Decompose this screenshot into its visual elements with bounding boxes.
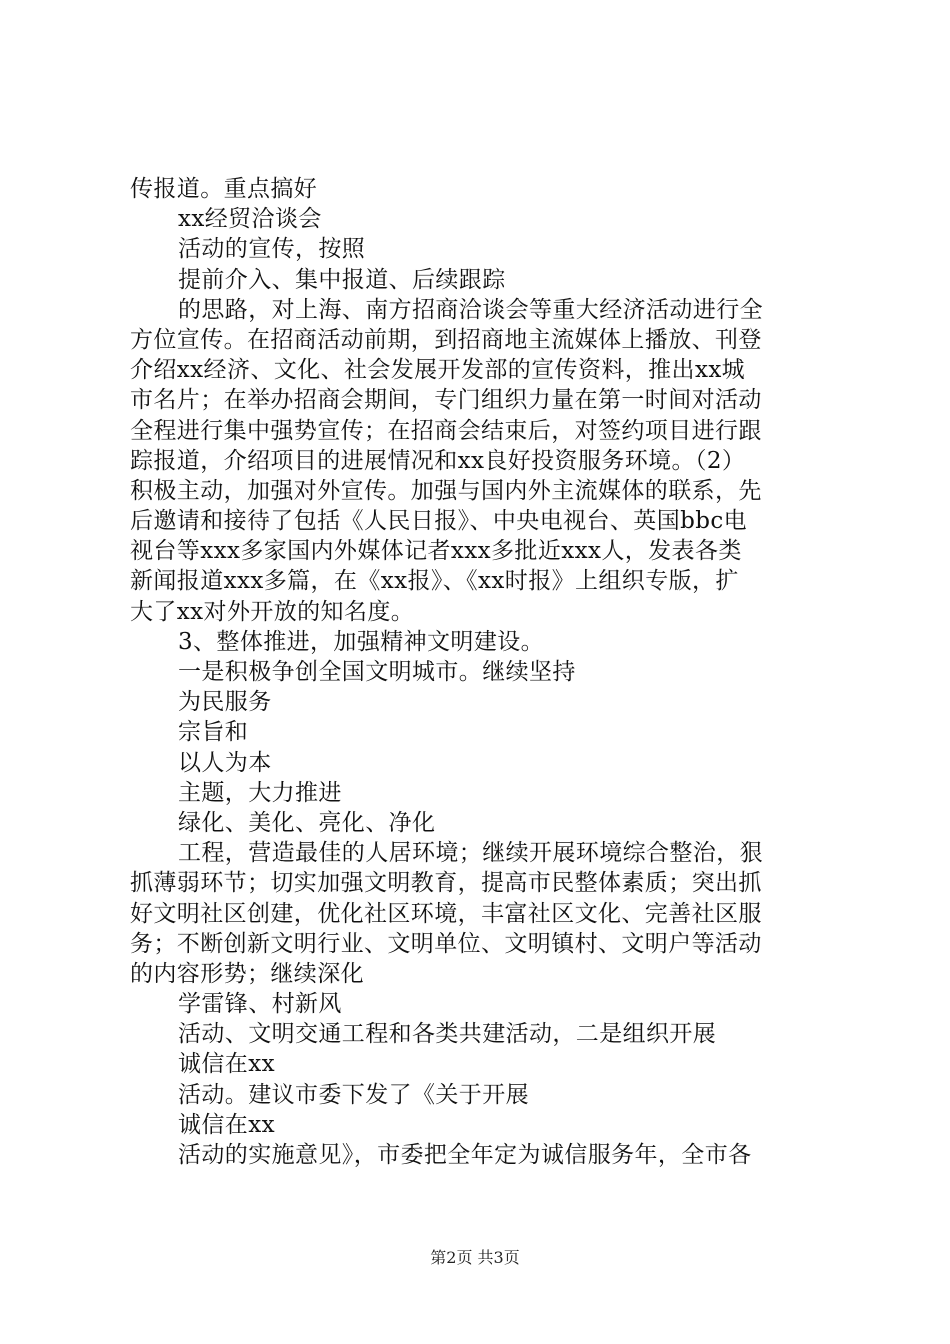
text-line: 学雷锋、村新风 (178, 991, 342, 1018)
text-line: 活动的实施意见》，市委把全年定为诚信服务年，全市各 (178, 1142, 752, 1168)
text-line: 市名片；在举办招商会期间，专门组织力量在第一时间对活动 (130, 387, 762, 414)
text-line: xx经贸洽谈会 (178, 206, 322, 233)
text-line: 的思路，对上海、南方招商洽谈会等重大经济活动进行全 (178, 296, 763, 323)
text-line: 活动。建议市委下发了《关于开展 (178, 1081, 529, 1108)
text-line: 的内容形势；继续深化 (130, 960, 364, 987)
text-line: 传报道。重点搞好 (130, 176, 318, 202)
text-line: 踪报道，介绍项目的进展情况和xx良好投资服务环境。（2） (130, 447, 746, 474)
text-line: 积极主动，加强对外宣传。加强与国内外主流媒体的联系，先 (130, 477, 762, 504)
text-line: 为民服务 (178, 689, 272, 716)
text-line: 视台等xxx多家国内外媒体记者xxx多批近xxx人，发表各类 (130, 538, 742, 565)
text-line: 主题，大力推进 (178, 779, 342, 806)
text-line: 全程进行集中强势宣传；在招商会结束后，对签约项目进行跟 (130, 417, 762, 444)
text-line: 一是积极争创全国文明城市。继续坚持 (178, 659, 576, 685)
text-line: 提前介入、集中报道、后续跟踪 (178, 266, 506, 293)
text-line: 抓薄弱环节；切实加强文明教育，提高市民整体素质；突出抓 (130, 870, 762, 897)
text-line: 好文明社区创建，优化社区环境，丰富社区文化、完善社区服 (130, 900, 762, 927)
text-line: 3、整体推进，加强精神文明建设。 (178, 628, 545, 655)
document-body (130, 174, 830, 1170)
text-line: 方位宣传。在招商活动前期，到招商地主流媒体上播放、刊登 (130, 326, 762, 353)
text-line: 新闻报道xxx多篇，在《xx报》、《xx时报》上组织专版，扩 (130, 568, 739, 595)
text-line: 活动的宣传，按照 (178, 236, 366, 263)
text-line: 工程，营造最佳的人居环境；继续开展环境综合整治，狠 (178, 840, 763, 867)
text-line: 宗旨和 (178, 719, 249, 746)
text-line: 务；不断创新文明行业、文明单位、文明镇村、文明户等活动 (130, 930, 762, 957)
text-line: 活动、文明交通工程和各类共建活动，二是组织开展 (178, 1021, 717, 1048)
text-line: 以人为本 (178, 749, 272, 776)
text-line: 后邀请和接待了包括《人民日报》、中央电视台、英国bbc电 (130, 508, 748, 535)
page-footer: 第2页 共3页 (430, 1248, 520, 1267)
text-line: 诚信在xx (178, 1111, 275, 1138)
text-line: 大了xx对外开放的知名度。 (130, 598, 415, 625)
text-line: 诚信在xx (178, 1051, 275, 1078)
text-line: 介绍xx经济、文化、社会发展开发部的宣传资料，推出xx城 (130, 357, 746, 384)
text-line: 绿化、美化、亮化、净化 (178, 809, 436, 836)
